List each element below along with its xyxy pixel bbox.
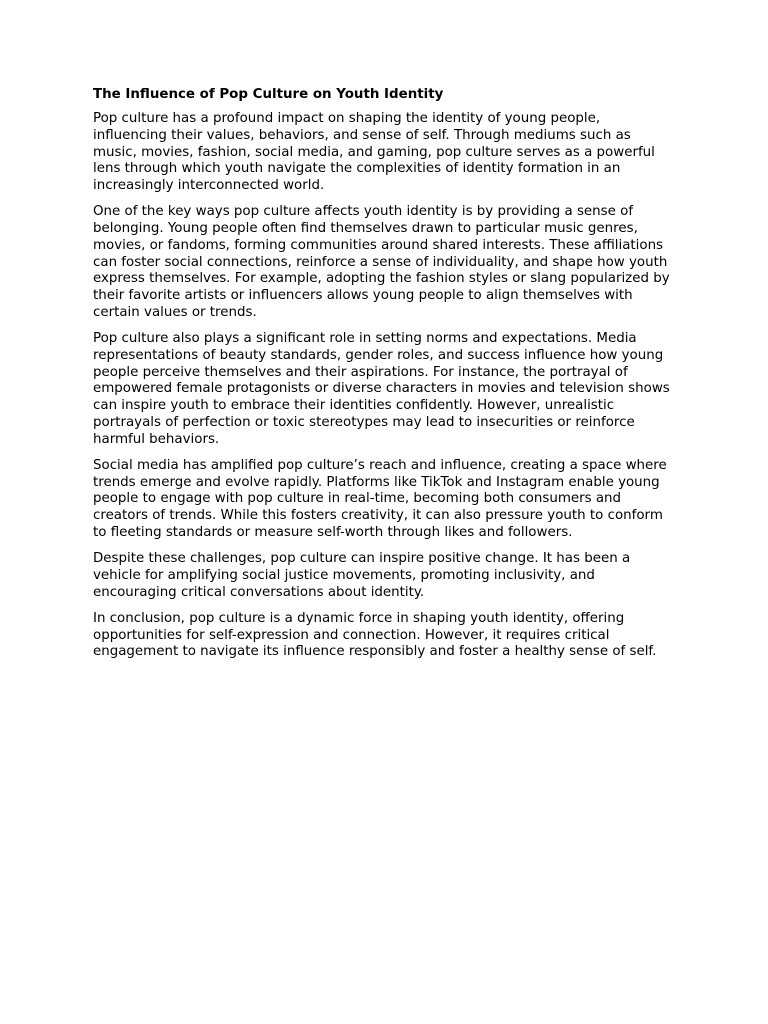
document-page [93, 86, 678, 671]
paragraph-norms: Pop culture also plays a significant role in setting norms and expectations. Media representations of beauty standards, gender roles, and success influence how young people perceive themselves and their aspirations. For instance, the portrayal of empowered female protagonists or diverse characters in movies and television shows can inspire youth to embrace their identities confidently. However, unrealistic portrayals of perfection or toxic stereotypes may lead to insecurities or reinforce harmful behaviors. [93, 331, 670, 447]
paragraph-intro: Pop culture has a profound impact on shaping the identity of young people, influencing their values, behaviors, and sense of self. Through mediums such as music, movies, fashion, social media, and gaming, pop culture serves as a powerful lens through which youth navigate the complexities of identity formation in an increasingly interconnected world. [93, 111, 655, 193]
paragraph-belonging: One of the key ways pop culture affects youth identity is by providing a sense of belonging. Young people often find themselves drawn to particular music genres, movies, or fandoms, forming communities around shared interests. These affiliations can foster social connections, reinforce a sense of individuality, and shape how youth express themselves. For example, adopting the fashion styles or slang popularized by their favorite artists or influencers allows young people to align themselves with certain values or trends. [93, 204, 670, 320]
document-title: The Influence of Pop Culture on Youth Identity [93, 87, 444, 102]
paragraph-positive-change: Despite these challenges, pop culture can inspire positive change. It has been a vehicle for amplifying social justice movements, promoting inclusivity, and encouraging critical conversations about identity. [93, 551, 631, 600]
paragraph-conclusion: In conclusion, pop culture is a dynamic force in shaping youth identity, offering opportunities for self-expression and connection. However, it requires critical engagement to navigate its influence responsibly and foster a healthy sense of self. [93, 610, 657, 660]
paragraph-social-media: Social media has amplified pop culture’s reach and influence, creating a space where trends emerge and evolve rapidly. Platforms like TikTok and Instagram enable young people to engage with pop culture in real-time, becoming both consumers and creators of trends. While this fosters creativity, it can also pressure youth to conform to fleeting standards or measure self-worth through likes and followers. [93, 457, 667, 540]
